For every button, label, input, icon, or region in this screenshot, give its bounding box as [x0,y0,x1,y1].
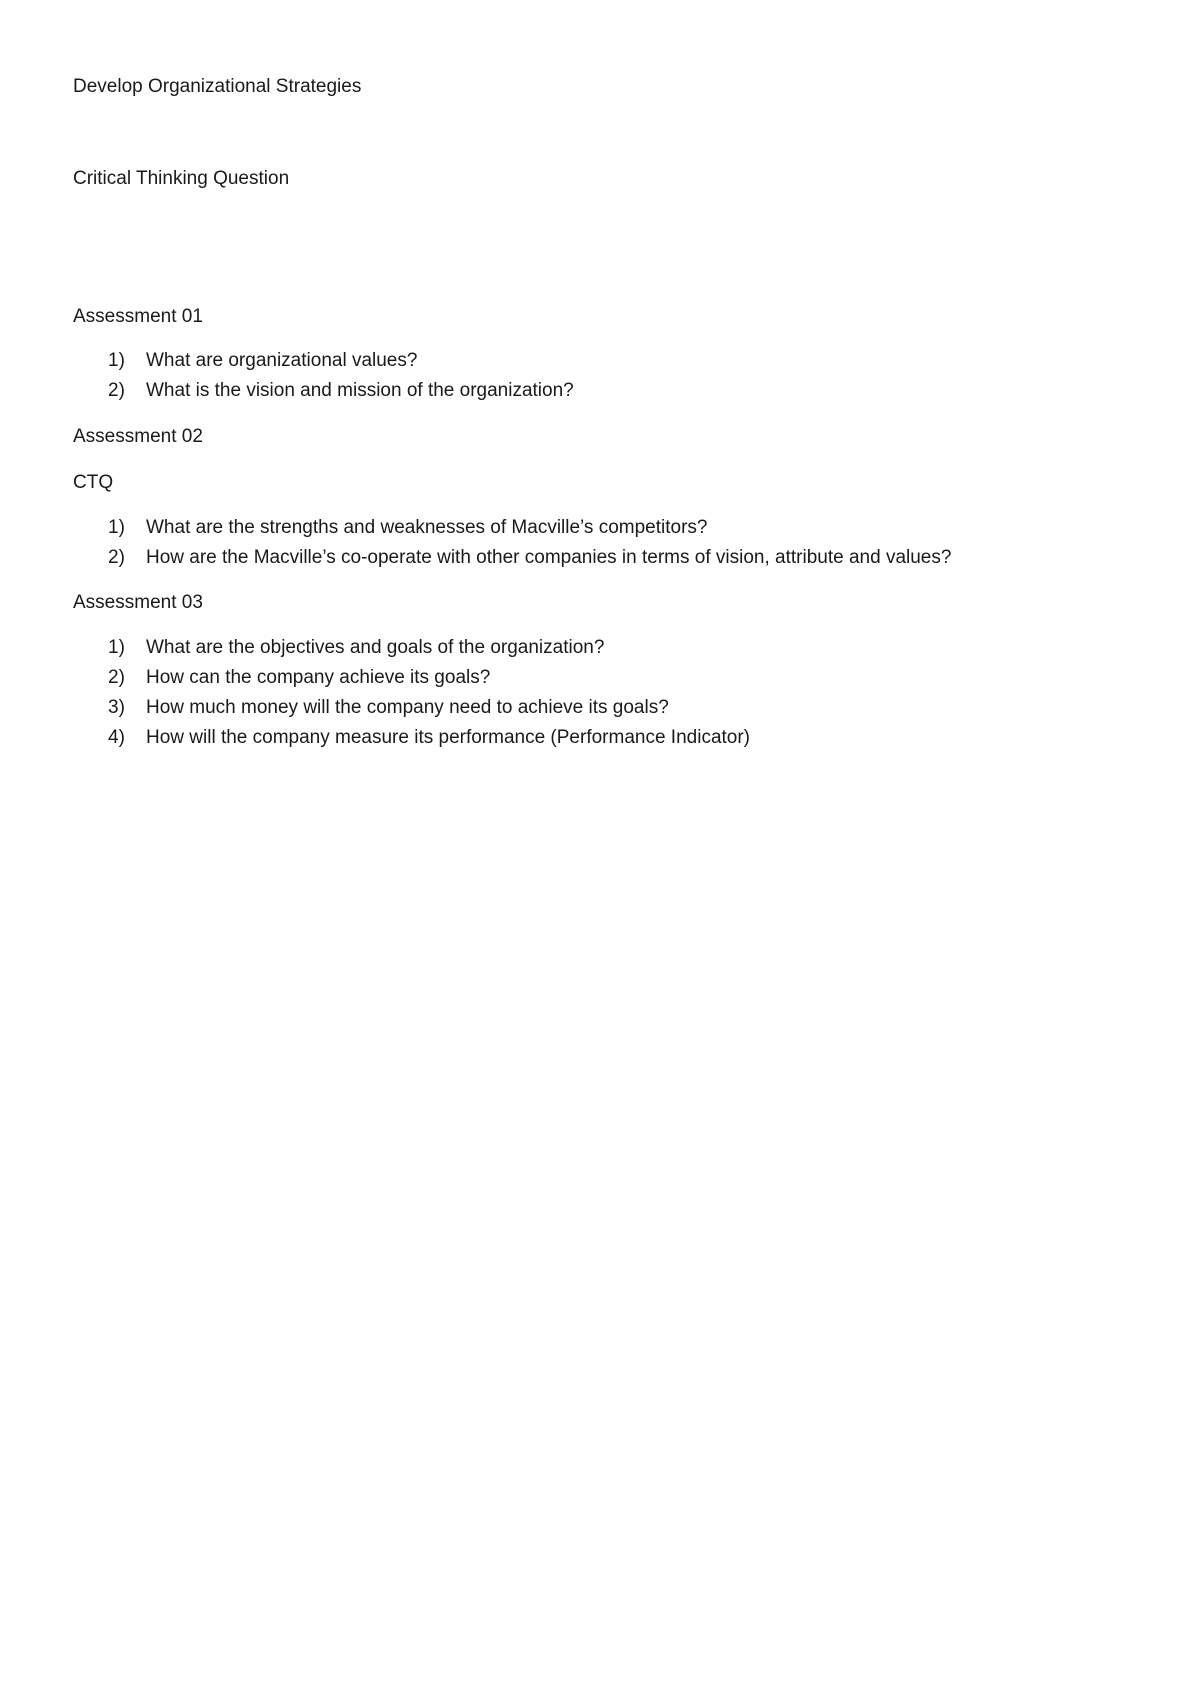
list-item-number: 2) [108,667,125,688]
list-item-text: How will the company measure its performance (Performance Indicator) [146,727,751,748]
list-item [108,547,951,569]
document-subtitle: Critical Thinking Question [73,168,290,189]
section-heading-assessment-02: Assessment 02 [73,426,203,447]
list-item [108,350,417,372]
list-item-number: 4) [108,727,125,748]
list-item-number: 1) [108,350,125,371]
list-item [108,727,750,749]
list-item-text: What is the vision and mission of the organization? [146,380,574,401]
list-item-text: What are the strengths and weaknesses of Macville’s competitors? [146,517,708,538]
section-heading-assessment-01: Assessment 01 [73,306,203,327]
section-subheading-ctq: CTQ [73,472,114,493]
list-item-text: How are the Macville’s co-operate with other companies in terms of vision, attribute and values? [146,547,952,568]
document-title: Develop Organizational Strategies [73,76,362,97]
list-item [108,380,574,402]
list-item-text: What are the objectives and goals of the organization? [146,637,605,658]
list-item-number: 1) [108,637,125,658]
list-item [108,667,490,689]
list-item-text: What are organizational values? [146,350,418,371]
list-item-text: How can the company achieve its goals? [146,667,491,688]
list-item [108,697,669,719]
list-item-text: How much money will the company need to achieve its goals? [146,697,669,718]
section-heading-assessment-03: Assessment 03 [73,592,203,613]
list-item [108,517,707,539]
list-item [108,637,604,659]
list-item-number: 3) [108,697,125,718]
list-item-number: 1) [108,517,125,538]
list-item-number: 2) [108,380,125,401]
list-item-number: 2) [108,547,125,568]
